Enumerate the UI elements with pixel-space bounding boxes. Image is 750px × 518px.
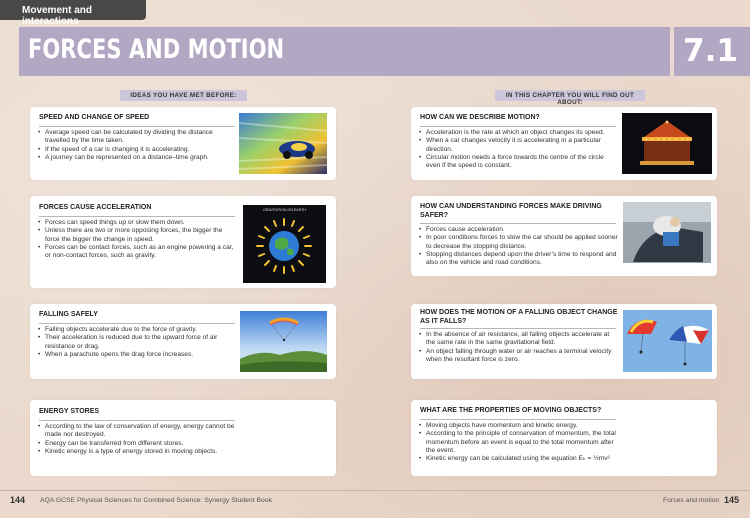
- list-item: • When a car changes velocity it is accelerating in a particular direction.: [419, 137, 619, 154]
- bullet-list: [38, 423, 238, 456]
- card-forces: [30, 196, 336, 288]
- right-column-header: IN THIS CHAPTER YOU WILL FIND OUT ABOUT:: [495, 90, 645, 101]
- card-heading: WHAT ARE THE PROPERTIES OF MOVING OBJECTS?: [420, 407, 602, 414]
- card-heading: HOW CAN WE DESCRIBE MOTION?: [420, 114, 540, 121]
- left-column-header: IDEAS YOU HAVE MET BEFORE:: [120, 90, 247, 101]
- right-page-number: 145: [724, 495, 740, 505]
- bullet-list: [419, 422, 619, 463]
- list-item: • A journey can be represented on a distance–time graph.: [38, 154, 236, 162]
- card-heading: FORCES CAUSE ACCELERATION: [39, 204, 152, 211]
- divider: [39, 216, 235, 217]
- list-item: [419, 455, 619, 463]
- title-band: [19, 27, 670, 76]
- list-item: • Circular motion needs a force towards the centre of the circle even if the speed is constant.: [419, 154, 619, 171]
- list-item: • In the absence of air resistance, all falling objects accelerate at the same rate in the same gravitational field.: [419, 331, 619, 348]
- list-item: • If the speed of a car is changing it is accelerating.: [38, 146, 236, 154]
- list-item: • Average speed can be calculated by dividing the distance travelled by the time taken.: [38, 129, 236, 146]
- gravitation-earth-image: [243, 205, 326, 283]
- section-tag: Movement and interactions: [0, 0, 146, 20]
- chapter-box: [674, 27, 750, 76]
- card-heading: HOW DOES THE MOTION OF A FALLING OBJECT CHANGE AS IT FALLS?: [420, 309, 618, 325]
- card-falling-object: [411, 304, 717, 379]
- card-moving-objects: [411, 400, 717, 476]
- list-item: • An object falling through water or air reaches a terminal velocity when the resultant force is zero.: [419, 348, 619, 365]
- equation-lead: Kinetic energy can be calculated using the equation: [426, 455, 577, 463]
- list-item: • Forces can be contact forces, such as an engine powering a car, or non-contact forces, such as gravity.: [38, 244, 238, 261]
- bullet-list: [419, 129, 619, 170]
- left-page-number: 144: [10, 495, 26, 505]
- running-footer: Forces and motion: [663, 497, 720, 504]
- list-item: • Falling objects accelerate due to the force of gravity.: [38, 326, 238, 334]
- racing-car-image: [239, 113, 327, 174]
- divider: [420, 419, 616, 420]
- card-speed: [30, 107, 336, 180]
- image-caption: GRAVITATION ON EARTH: [262, 208, 307, 212]
- bullet-list: [419, 331, 619, 364]
- bullet-list: [38, 219, 238, 260]
- list-item: • Forces can speed things up or slow them down.: [38, 219, 238, 227]
- crash-test-image: [623, 202, 711, 263]
- list-item: • Unless there are two or more opposing forces, the bigger the force the bigger the change in speed.: [38, 227, 238, 244]
- page-title: FORCES AND MOTION: [28, 34, 285, 65]
- bullet-list: [38, 326, 238, 359]
- card-heading: HOW CAN UNDERSTANDING FORCES MAKE DRIVING SAFER?: [420, 203, 602, 219]
- card-heading: SPEED AND CHANGE OF SPEED: [39, 114, 150, 121]
- carousel-image: [622, 113, 712, 174]
- card-heading: FALLING SAFELY: [39, 311, 98, 318]
- divider: [420, 328, 616, 329]
- list-item: • Acceleration is the rate at which an object changes its speed.: [419, 129, 619, 137]
- footer-rule: [0, 490, 750, 491]
- list-item: • Forces cause acceleration.: [419, 226, 619, 234]
- list-item: • According to the law of conservation of energy, energy cannot be made nor destroyed.: [38, 423, 238, 440]
- divider: [39, 126, 235, 127]
- book-title: AQA GCSE Physical Sciences for Combined Science: Synergy Student Book: [40, 497, 272, 504]
- card-heading: ENERGY STORES: [39, 408, 100, 415]
- list-item: • Stopping distances depend upon the driver’s time to respond and also on the vehicle and road conditions.: [419, 251, 619, 268]
- chapter-number: 7.1: [683, 33, 738, 69]
- divider: [39, 420, 235, 421]
- bullet-list: [38, 129, 236, 162]
- list-item: • Moving objects have momentum and kinetic energy.: [419, 422, 619, 430]
- card-energy: [30, 400, 336, 476]
- card-falling: [30, 304, 336, 379]
- paraglider-image: [240, 311, 327, 372]
- card-driving-safer: [411, 196, 717, 276]
- kinetic-energy-equation: Eₖ = ½mv²: [578, 455, 610, 463]
- list-item: • According to the principle of conservation of momentum, the total momentum before an event is equal to the total momentum after the event.: [419, 430, 619, 455]
- divider: [420, 223, 616, 224]
- card-describe-motion: [411, 107, 717, 180]
- divider: [420, 126, 616, 127]
- parachutes-image: [623, 310, 712, 372]
- list-item: • In poor conditions forces to slow the car should be applied sooner to decrease the stopping distance.: [419, 234, 619, 251]
- list-item: • Kinetic energy is a type of energy stored in moving objects.: [38, 448, 238, 456]
- list-item: • Their acceleration is reduced due to the upward force of air resistance or drag.: [38, 334, 238, 351]
- divider: [39, 323, 235, 324]
- list-item: • When a parachute opens the drag force increases.: [38, 351, 238, 359]
- bullet-list: [419, 226, 619, 267]
- list-item: • Energy can be transferred from different stores.: [38, 440, 238, 448]
